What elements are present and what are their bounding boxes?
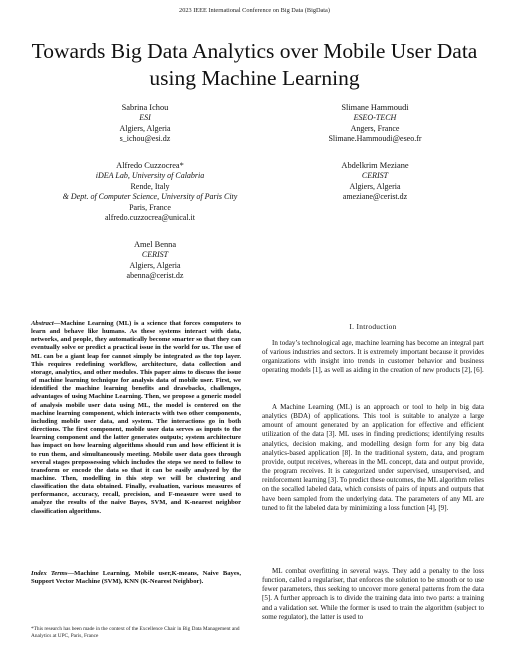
conference-header: 2023 IEEE International Conference on Big Data (BigData): [179, 7, 330, 14]
author-email: Slimane.Hammoudi@eseo.fr: [328, 134, 422, 144]
author-block-5: [100, 240, 210, 282]
index-terms-text: —Machine Learning, Mobile user,K-means, Naive Bayes, Support Vector Machine (SVM), KNN (K-Nearest Neighbor).: [31, 570, 241, 586]
author-city: Rende, Italy: [130, 181, 170, 191]
author-name: Amel Benna: [133, 240, 177, 249]
author-affiliation-2: & Dept. of Computer Science, University of Paris City: [62, 192, 238, 202]
author-affiliation: ESI: [139, 113, 151, 123]
author-email: ameziane@cerist.dz: [342, 192, 408, 202]
author-name: Slimane Hammoudi: [341, 103, 409, 112]
section-heading: I. Introduction: [349, 322, 397, 331]
author-name: Sabrina Ichou: [121, 103, 169, 112]
author-name: Alfredo Cuzzocrea*: [116, 161, 184, 170]
author-block-1: [80, 103, 210, 145]
author-city: Algiers, Algeria: [129, 260, 181, 270]
author-affiliation: CERIST: [361, 171, 389, 181]
intro-paragraph-1: [262, 339, 484, 376]
paper-title: [10, 38, 499, 92]
paragraph-text: In today’s technological age, machine learning has become an integral part of various industries and sectors. It is extremely important because it provides organizations with insight into trends in customer behavior and business operating models [1], as well as aiding in the creation of new products [2], [6].: [262, 339, 484, 375]
abstract: [31, 320, 241, 516]
author-affiliation: CERIST: [141, 250, 169, 260]
author-block-3: [40, 161, 260, 223]
author-affiliation: iDEA Lab, University of Calabria: [95, 171, 205, 181]
paragraph-text: ML combat overfitting in several ways. They add a penalty to the loss function, called a regulariser, that enforces the solution to be smooth or to use fewer parameters, thus seeking to uncover more general patterns from the data [5]. A further approach is to divide the training data into two parts: a training and a validation set. While the former is used to train the algorithm (subject to some regulator), the latter is used to: [262, 567, 484, 621]
author-affiliation: ESEO-TECH: [353, 113, 397, 123]
intro-paragraph-2: [262, 403, 484, 513]
paragraph-text: A Machine Learning (ML) is an approach or tool to help in big data analytics (BDA) of applications. This tool is suitable to analyze a large amount of amount generated by an application for effective and efficient utilization of the data [3]. ML uses in finding predictions; identifying results analytics, decision making, and modelling design form for any big data analytics-based application [8]. In the traditional system, data, and program provide, output receives, whereas in the ML concept, data and output provide, the program receives. It is categorized under supervised, unsupervised, and reinforcement learning [3]. To predict these outcomes, the ML algorithm relies on the socalled labeled data, which consists of pairs of inputs and outputs that have been sampled from the underlying data. The parameters of any ML are tuned to fit the labeled data by minimizing a loss function [4], [9].: [262, 403, 484, 512]
index-terms: [31, 570, 241, 586]
title-line-2: using Machine Learning: [149, 66, 360, 90]
footnote: *This research has been made in the context of the Excellence Chair in Big Data Management and Analytics at UPC, Paris, France: [31, 626, 240, 640]
abstract-lead: Abstract: [31, 320, 54, 327]
abstract-text: —Machine Learning (ML) is a science that forces computers to learn and behave like humans. As these systems interact with data, networks, and people, they automatically become smarter so that they can eventually solve or predict a practical issue in the world for us. The use of ML can be a giant leap for cannot simply be integrated as the top layer. This requires redefining workflow, architecture, data collection and storage, analytics, and other modules. This paper aims to discuss the issue of machine learning technique for analysis data of mobile user. First, we identified the machine learning benefits and drawbacks, challenges, advantages of using Machine Learning. Then, we propose a generic model of analysis mobile user data using ML, the model is centered on the machine learning component, which interacts with two other components, including mobile user data, and system. The interactions go in both directions. The first component, mobile user data serves as inputs to the learning component and the latter generates outputs; system architecture has impact on how learning algorithms should run and how efficient it is to run them, and simultaneously meeting. Mobile user data goes through several stages prepossessing which includes the steps we need to follow to transform or encode the data so that it can be easily analyzed by the machine. Then, modelling in this step we will be clustering and classification the data obtained. Finally, evaluation, various measures of performance, accuracy, recall, precision, and F-measure were used to analyze the results of the naive Bayes, SVM, and K-nearest neighbor classification algorithms.: [31, 320, 241, 515]
author-name: Abdelkrim Meziane: [341, 161, 409, 170]
author-block-2: [300, 103, 450, 145]
author-city: Algiers, Algeria: [119, 123, 171, 133]
author-block-4: [315, 161, 435, 203]
author-city: Angers, France: [350, 123, 400, 133]
author-city: Algiers, Algeria: [349, 181, 401, 191]
author-email: s_ichou@esi.dz: [119, 134, 171, 144]
author-city-2: Paris, France: [129, 202, 171, 212]
author-email: alfredo.cuzzocrea@unical.it: [105, 213, 195, 223]
intro-paragraph-3: [262, 567, 484, 622]
index-terms-lead: Index Terms: [31, 570, 68, 577]
title-line-1: Towards Big Data Analytics over Mobile User Data: [31, 39, 478, 63]
author-email: abenna@cerist.dz: [126, 271, 184, 281]
